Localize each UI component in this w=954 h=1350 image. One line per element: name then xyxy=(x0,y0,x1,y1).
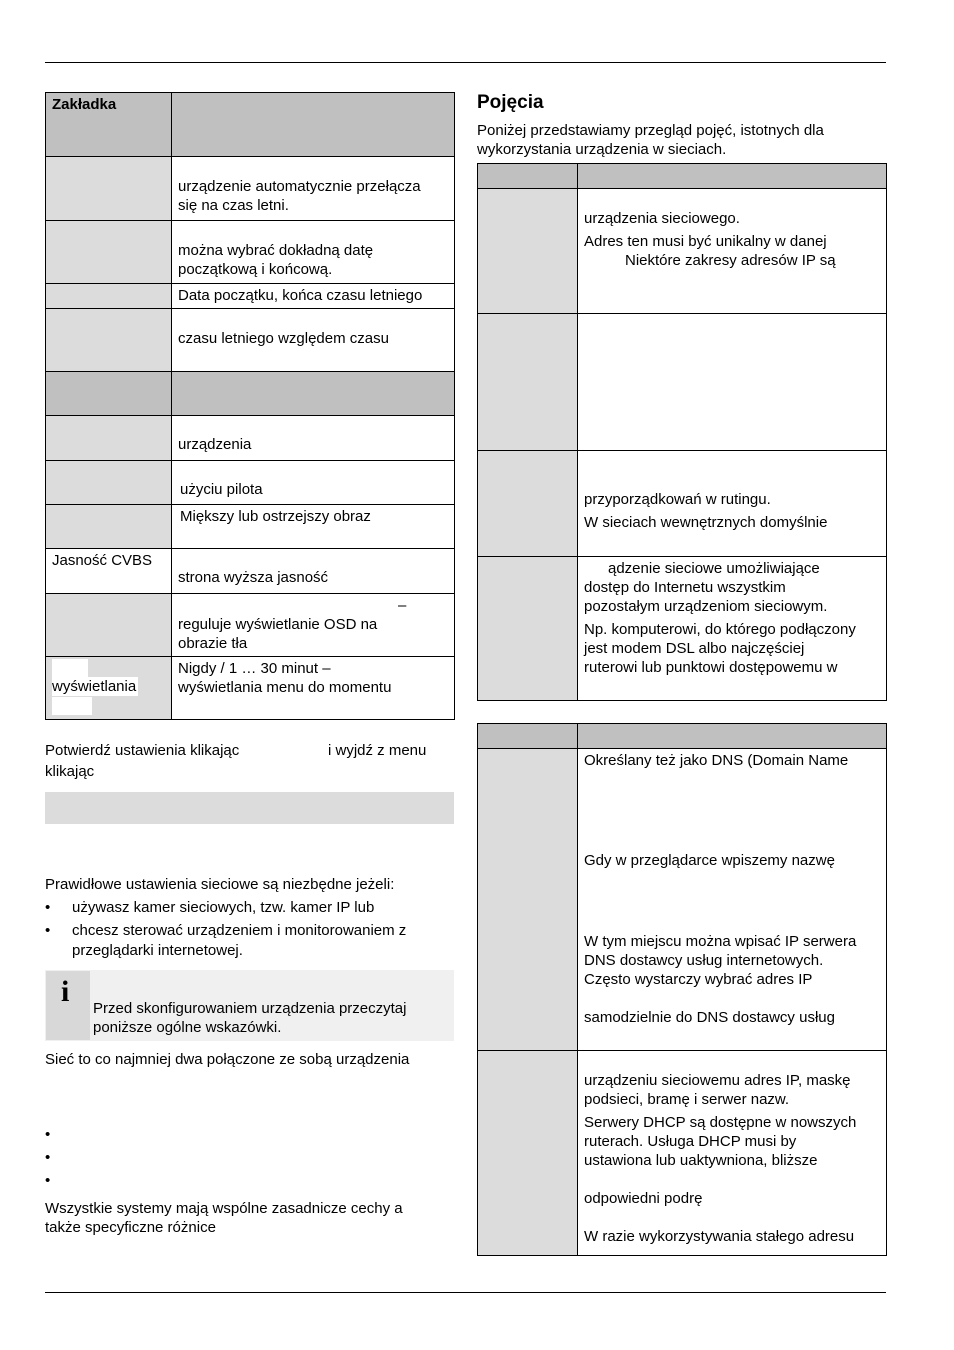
bottom-rule xyxy=(45,1292,886,1293)
term-text: Np. komputerowi, do którego podłączony xyxy=(584,621,856,638)
terms-intro: Poniżej przedstawiamy przegląd pojęć, istotnych dla wykorzystania urządzenia w sieciach. xyxy=(477,122,824,158)
term-text: Niektóre zakresy adresów IP są xyxy=(625,252,836,269)
term-text: DNS dostawcy usług internetowych. xyxy=(584,952,824,969)
term-text: ruterowi lub punktowi dostępowemu w xyxy=(584,659,838,676)
section-header-cell xyxy=(46,372,172,416)
terms-table-1 xyxy=(477,163,887,701)
row-value-cell xyxy=(172,594,455,657)
row-text: można wybrać dokładną datę xyxy=(178,242,374,259)
description-cell xyxy=(578,189,887,314)
row-label: Jasność CVBS xyxy=(52,552,153,569)
description-header-cell xyxy=(578,164,887,189)
settings-table xyxy=(45,92,455,720)
row-label-cell xyxy=(46,221,172,284)
row-text: strona wyższa jasność xyxy=(178,569,329,586)
row-text: Nigdy / 1 … 30 minut – xyxy=(178,660,331,677)
description-cell xyxy=(578,451,887,557)
term-text: ądzenie sieciowe umożliwiające xyxy=(608,560,820,577)
row-value-cell xyxy=(172,309,455,372)
terms-table-2 xyxy=(477,723,887,1256)
term-text: ruterach. Usługa DHCP musi by xyxy=(584,1133,797,1150)
row-text: urządzenia xyxy=(178,436,252,453)
description-cell xyxy=(578,1051,887,1256)
row-label-cell xyxy=(46,461,172,505)
term-text: jest modem DSL albo najczęściej xyxy=(584,640,805,657)
term-cell xyxy=(478,1051,578,1256)
row-text: czasu letniego względem czasu xyxy=(178,330,389,347)
description-cell xyxy=(578,749,887,1051)
row-text: – xyxy=(398,597,407,614)
term-text: W sieciach wewnętrznych domyślnie xyxy=(584,514,828,531)
row-label: wyświetlania xyxy=(52,678,137,695)
confirm-part-1: Potwierdź ustawienia klikając xyxy=(45,742,240,759)
header-value-cell xyxy=(172,93,455,157)
row-value-cell xyxy=(172,284,455,309)
network-intro: Prawidłowe ustawienia sieciowe są niezbędne jeżeli: xyxy=(45,876,395,893)
term-text: podsieci, bramę i serwer nazw. xyxy=(584,1091,790,1108)
confirm-part-2: i wyjdź z menu xyxy=(328,742,427,759)
row-text: użyciu pilota xyxy=(180,481,263,498)
list-item xyxy=(45,1148,72,1168)
network-definition: Sieć to co najmniej dwa połączone ze sobą urządzenia xyxy=(45,1051,410,1068)
term-text: Serwery DHCP są dostępne w nowszych xyxy=(584,1114,857,1131)
term-text: urządzenia sieciowego. xyxy=(584,210,740,227)
row-value-cell xyxy=(172,657,455,720)
term-text: odpowiedni podrę xyxy=(584,1190,703,1207)
description-header-cell xyxy=(578,724,887,749)
term-text: pozostałym urządzeniom sieciowym. xyxy=(584,598,828,615)
row-text: się na czas letni. xyxy=(178,197,289,214)
common-features: Wszystkie systemy mają wspólne zasadnicze cechy a także specyficzne różnice xyxy=(45,1200,403,1236)
term-text: Gdy w przeglądarce wpiszemy nazwę xyxy=(584,852,835,869)
row-value-cell xyxy=(172,157,455,221)
section-title: Pojęcia xyxy=(477,92,544,113)
row-text: Data początku, końca czasu letniego xyxy=(178,287,423,304)
row-label-cell xyxy=(46,416,172,461)
note-text: Przed skonfigurowaniem urządzenia przeczytaj poniższe ogólne wskazówki. xyxy=(93,1000,407,1036)
section-header-cell xyxy=(172,372,455,416)
row-text: reguluje wyświetlanie OSD na xyxy=(178,616,378,633)
description-cell xyxy=(578,557,887,701)
row-text: początkową i końcową. xyxy=(178,261,333,278)
term-text: W tym miejscu można wpisać IP serwera xyxy=(584,933,857,950)
list-item: • chcesz sterować urządzeniem i monitorowaniem z przeglądarki internetowej. xyxy=(45,921,454,961)
row-label-cell xyxy=(46,284,172,309)
row-label-cell xyxy=(46,549,172,594)
tab-header-label: Zakładka xyxy=(52,96,117,113)
row-label-cell xyxy=(46,309,172,372)
top-rule xyxy=(45,62,886,63)
row-label-cell xyxy=(46,657,172,720)
term-text: Adres ten musi być unikalny w danej xyxy=(584,233,827,250)
info-icon: i xyxy=(46,971,90,1040)
list-item: • używasz kamer sieciowych, tzw. kamer IP lub xyxy=(45,898,454,918)
row-value-cell xyxy=(172,505,455,549)
row-text: obrazie tła xyxy=(178,635,248,652)
term-text: samodzielnie do DNS dostawcy usług xyxy=(584,1009,835,1026)
term-cell xyxy=(478,749,578,1051)
row-label-cell xyxy=(46,594,172,657)
list-item xyxy=(45,1171,72,1191)
term-text: ustawiona lub uaktywniona, bliższe xyxy=(584,1152,818,1169)
term-text: W razie wykorzystywania stałego adresu xyxy=(584,1228,855,1245)
confirm-text xyxy=(45,741,454,781)
list-item xyxy=(45,1125,72,1145)
empty-bullets xyxy=(45,1125,72,1194)
term-text: Często wystarczy wybrać adres IP xyxy=(584,971,813,988)
row-text: urządzenie automatycznie przełącza xyxy=(178,178,421,195)
term-cell xyxy=(478,557,578,701)
row-label-cell xyxy=(46,505,172,549)
row-text: wyświetlania menu do momentu xyxy=(178,679,392,696)
row-value-cell xyxy=(172,416,455,461)
description-cell xyxy=(578,314,887,451)
row-label-cell xyxy=(46,157,172,221)
row-value-cell xyxy=(172,221,455,284)
term-cell xyxy=(478,451,578,557)
term-text: przyporządkowań w rutingu. xyxy=(584,491,771,508)
term-cell xyxy=(478,189,578,314)
term-text: dostęp do Internetu wszystkim xyxy=(584,579,786,596)
network-bullets xyxy=(45,898,454,961)
tab-header-cell xyxy=(46,93,172,157)
row-value-cell xyxy=(172,549,455,594)
row-value-cell xyxy=(172,461,455,505)
term-header-cell xyxy=(478,724,578,749)
confirm-part-3: klikając xyxy=(45,763,95,780)
term-header-cell xyxy=(478,164,578,189)
section-heading-bar xyxy=(45,792,454,824)
row-text: Miększy lub ostrzejszy obraz xyxy=(180,508,371,525)
term-text: Określany też jako DNS (Domain Name xyxy=(584,752,849,769)
term-text: urządzeniu sieciowemu adres IP, maskę xyxy=(584,1072,851,1089)
term-cell xyxy=(478,314,578,451)
